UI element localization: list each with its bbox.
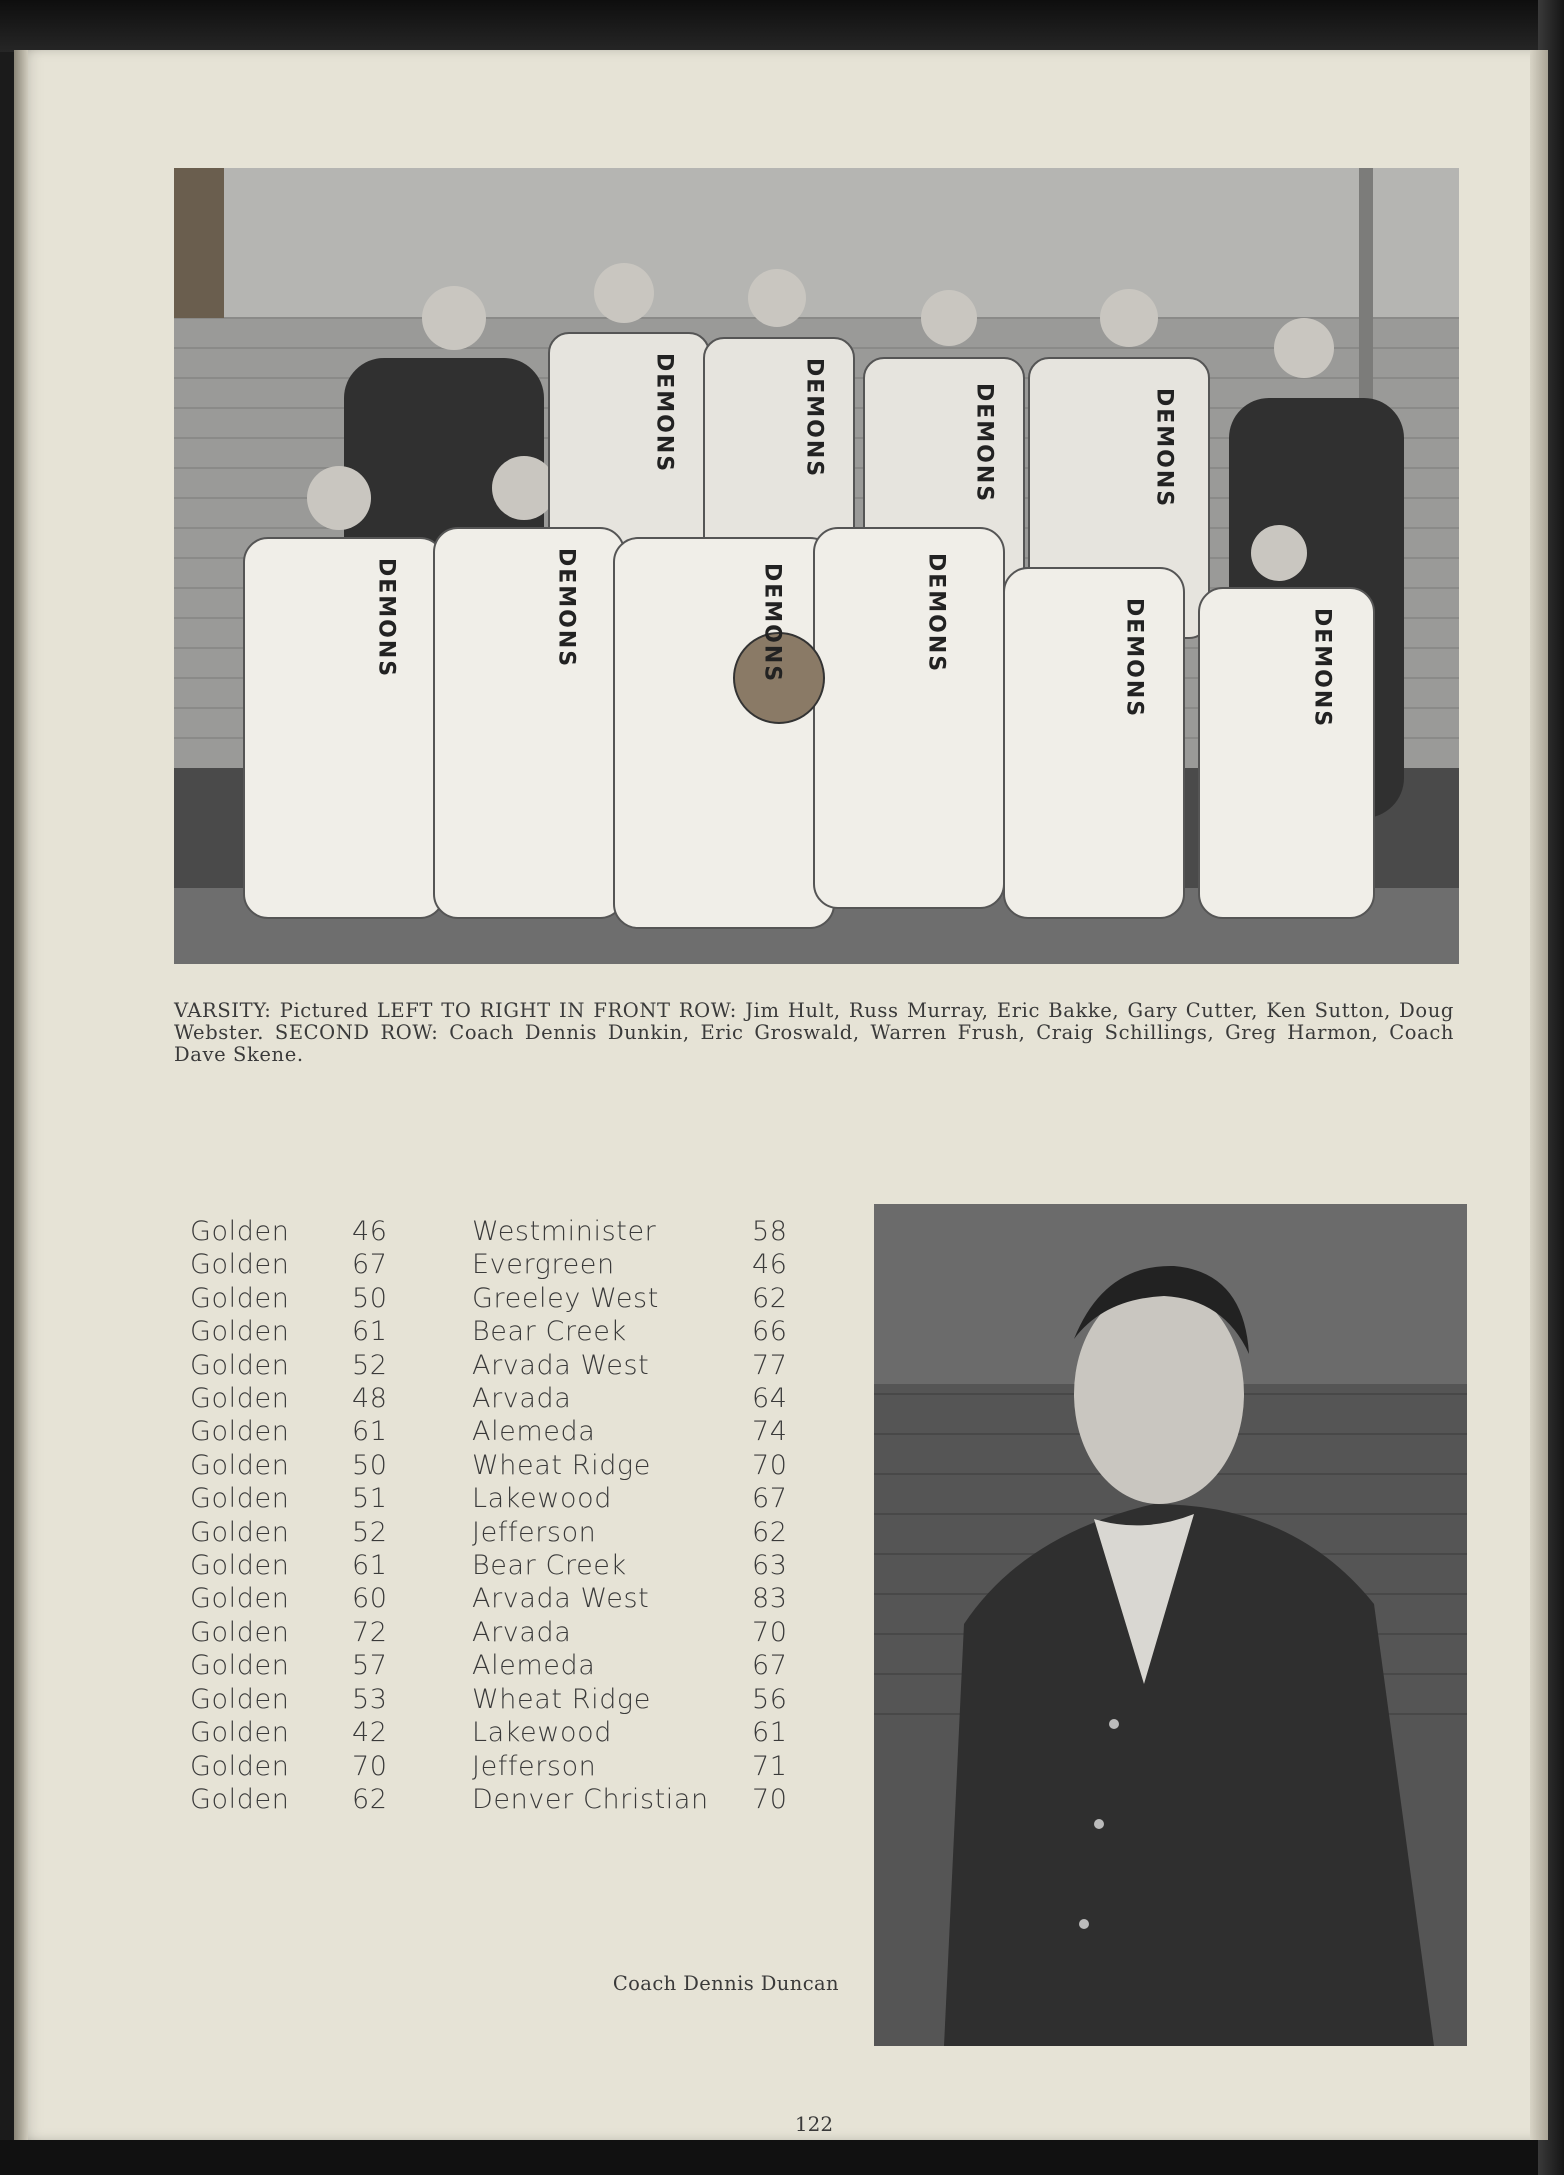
team-name: Golden <box>190 1683 290 1715</box>
team-score: 61 <box>352 1316 388 1348</box>
table-row <box>190 1248 820 1281</box>
team-score: 53 <box>352 1683 388 1715</box>
table-row <box>190 1683 820 1716</box>
svg-text:DEMONS: DEMONS <box>1151 388 1177 509</box>
team-name: Golden <box>190 1449 290 1481</box>
team-name: Golden <box>190 1750 290 1782</box>
team-name: Golden <box>190 1650 290 1682</box>
yearbook-page <box>14 50 1548 2140</box>
opponent-name: Wheat Ridge <box>472 1683 651 1715</box>
table-row <box>190 1716 820 1749</box>
opponent-name: Denver Christian <box>472 1783 709 1815</box>
coach-portrait-photo <box>874 1204 1467 2046</box>
table-row <box>190 1616 820 1649</box>
team-score: 50 <box>352 1449 388 1481</box>
team-photo-image <box>174 168 1459 964</box>
table-row <box>190 1516 820 1549</box>
team-score: 57 <box>352 1650 388 1682</box>
opponent-name: Jefferson <box>472 1516 597 1548</box>
team-name: Golden <box>190 1616 290 1648</box>
opponent-name: Arvada <box>472 1616 572 1648</box>
opponent-score: 58 <box>752 1216 788 1247</box>
svg-text:DEMONS: DEMONS <box>923 553 949 674</box>
opponent-name: Evergreen <box>472 1249 615 1281</box>
scanner-background-bottom <box>0 2140 1564 2175</box>
team-name: Golden <box>190 1383 290 1415</box>
table-row <box>190 1750 820 1783</box>
table-row <box>190 1415 820 1448</box>
team-name: Golden <box>190 1316 290 1348</box>
table-row <box>190 1382 820 1415</box>
team-score: 52 <box>352 1349 388 1381</box>
team-name: Golden <box>190 1550 290 1582</box>
svg-text:DEMONS: DEMONS <box>651 353 677 474</box>
svg-text:DEMONS: DEMONS <box>1121 598 1147 719</box>
team-photo <box>174 168 1459 964</box>
table-row <box>190 1449 820 1482</box>
opponent-score: 83 <box>752 1583 788 1615</box>
opponent-name: Jefferson <box>472 1750 597 1782</box>
opponent-score: 71 <box>752 1750 788 1782</box>
opponent-score: 70 <box>752 1616 788 1648</box>
opponent-score: 62 <box>752 1282 788 1314</box>
team-score: 70 <box>352 1750 388 1782</box>
table-row <box>190 1282 820 1315</box>
opponent-name: Arvada <box>472 1383 572 1415</box>
team-name: Golden <box>190 1349 290 1381</box>
opponent-score: 70 <box>752 1783 788 1815</box>
team-score: 42 <box>352 1717 388 1749</box>
team-score: 67 <box>352 1249 388 1281</box>
opponent-name: Wheat Ridge <box>472 1449 651 1481</box>
opponent-name: Bear Creek <box>472 1550 627 1582</box>
opponent-name: Westminister <box>472 1216 657 1247</box>
table-row <box>190 1482 820 1515</box>
opponent-name: Alemeda <box>472 1416 596 1448</box>
opponent-name: Greeley West <box>472 1282 659 1314</box>
team-name: Golden <box>190 1583 290 1615</box>
team-score: 51 <box>352 1483 388 1515</box>
svg-text:DEMONS: DEMONS <box>759 563 785 684</box>
opponent-name: Alemeda <box>472 1650 596 1682</box>
svg-text:DEMONS: DEMONS <box>1309 608 1335 729</box>
coach-portrait-caption: Coach Dennis Duncan <box>612 1972 839 1995</box>
team-name: Golden <box>190 1282 290 1314</box>
svg-text:DEMONS: DEMONS <box>801 358 827 479</box>
team-photo-caption: VARSITY: Pictured LEFT TO RIGHT IN FRONT ROW: Jim Hult, Russ Murray, Eric Bakke, Gary Cutter, Ken Sutton, Doug Webster. SECOND ROW: Coach Dennis Dunkin, Eric Groswald, Warren Frush, Craig Schillings, Greg Harmon, Coach Dave Skene. <box>174 999 1454 1066</box>
table-row <box>190 1349 820 1382</box>
team-score: 50 <box>352 1282 388 1314</box>
opponent-score: 64 <box>752 1383 788 1415</box>
opponent-name: Arvada West <box>472 1583 650 1615</box>
table-row <box>190 1783 820 1816</box>
team-name: Golden <box>190 1516 290 1548</box>
team-score: 61 <box>352 1416 388 1448</box>
svg-text:DEMONS: DEMONS <box>553 548 579 669</box>
opponent-score: 46 <box>752 1249 788 1281</box>
coach-portrait-image <box>874 1204 1467 2046</box>
opponent-score: 74 <box>752 1416 788 1448</box>
team-name: Golden <box>190 1783 290 1815</box>
team-name: Golden <box>190 1416 290 1448</box>
table-row <box>190 1649 820 1682</box>
opponent-score: 70 <box>752 1449 788 1481</box>
opponent-name: Lakewood <box>472 1717 612 1749</box>
team-score: 48 <box>352 1383 388 1415</box>
team-score: 61 <box>352 1550 388 1582</box>
team-name: Golden <box>190 1216 290 1247</box>
team-score: 46 <box>352 1216 388 1247</box>
team-score: 72 <box>352 1616 388 1648</box>
team-name: Golden <box>190 1249 290 1281</box>
svg-text:DEMONS: DEMONS <box>971 383 997 504</box>
opponent-score: 67 <box>752 1650 788 1682</box>
scanner-background-top <box>0 0 1564 52</box>
page-number: 122 <box>794 2112 834 2136</box>
page-binding-edge <box>14 50 28 2140</box>
team-name: Golden <box>190 1483 290 1515</box>
table-row <box>190 1315 820 1348</box>
team-score: 62 <box>352 1783 388 1815</box>
opponent-score: 77 <box>752 1349 788 1381</box>
team-score: 52 <box>352 1516 388 1548</box>
opponent-score: 62 <box>752 1516 788 1548</box>
opponent-score: 67 <box>752 1483 788 1515</box>
opponent-score: 63 <box>752 1550 788 1582</box>
table-row <box>190 1582 820 1615</box>
table-row <box>190 1215 820 1248</box>
team-name: Golden <box>190 1717 290 1749</box>
opponent-score: 56 <box>752 1683 788 1715</box>
opponent-name: Bear Creek <box>472 1316 627 1348</box>
opponent-name: Arvada West <box>472 1349 650 1381</box>
svg-text:DEMONS: DEMONS <box>373 558 399 679</box>
opponent-score: 66 <box>752 1316 788 1348</box>
page-right-edge <box>1530 50 1548 2140</box>
season-scores-table <box>190 1215 820 1816</box>
team-score: 60 <box>352 1583 388 1615</box>
table-row <box>190 1549 820 1582</box>
opponent-name: Lakewood <box>472 1483 612 1515</box>
opponent-score: 61 <box>752 1717 788 1749</box>
